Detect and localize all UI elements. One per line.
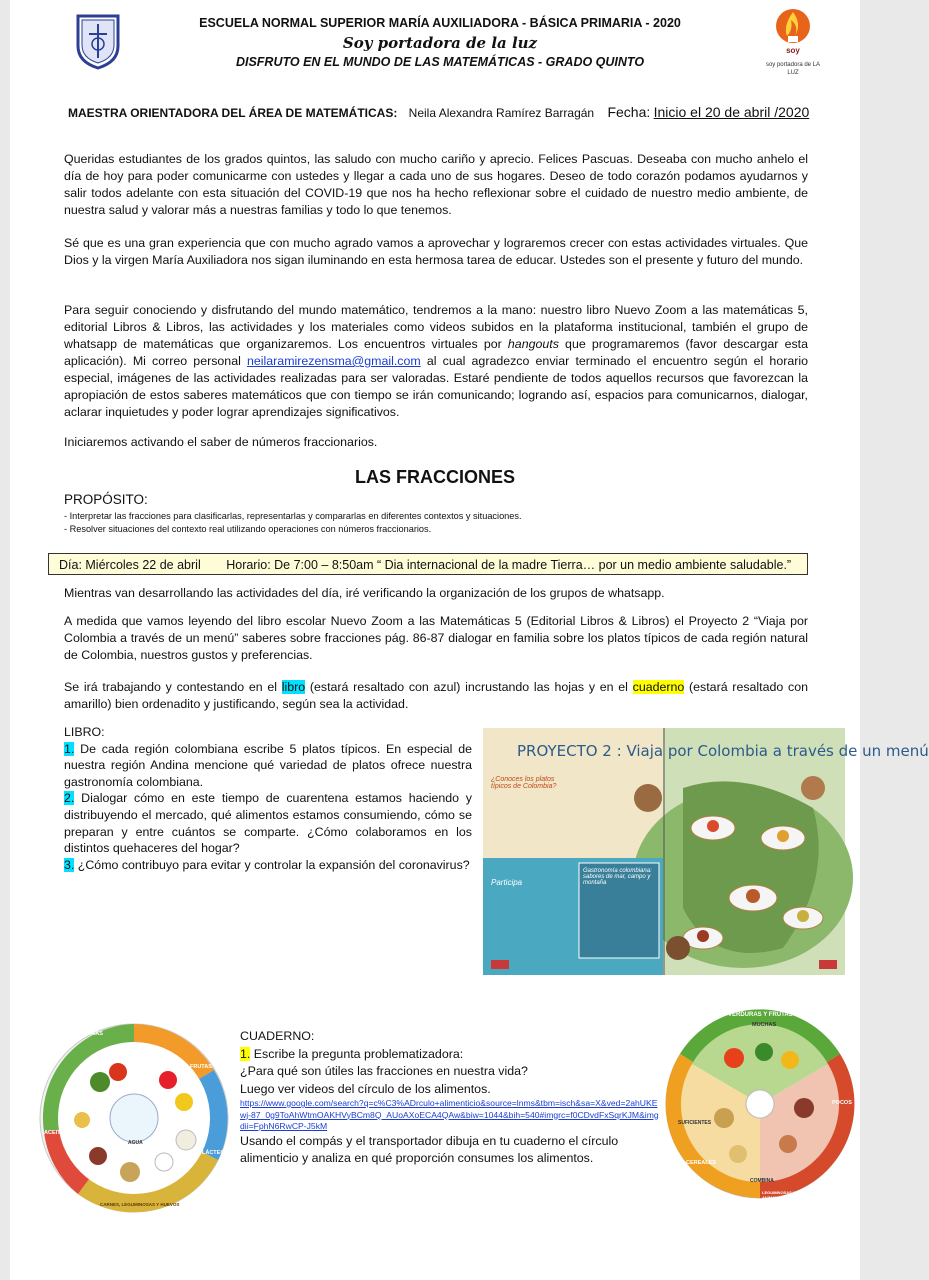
motto-logo-text: soy portadora de LA LUZ (765, 62, 821, 76)
libro-label: LIBRO: (64, 725, 105, 739)
intro-paragraph-1: Queridas estudiantes de los grados quintos, las saludo con mucho cariño y aprecio. Felices Pascuas. Deseaba con mucho anhelo el día de hoy para poder comunicarme con ustedes y llegar a cada uno de sus hogares. Deseo de todo corazón podamos ayudarnos y salir todos adelante con esta situación del COVID-19 que nos ha hecho reflexionar sobre el cuidado de nuestro medio ambiente, de nuestra salud y valorar más a nuestras familias y todo lo que tenemos. (64, 152, 808, 217)
body-p3-part-c: (estará resaltado con amarillo) bien ordenadito y justificando, según sea la actividad. (64, 680, 808, 711)
intro-p3-part-d: al cual agradezco enviar terminado el encuentro según el horario especial, imágenes de las actividades realizadas para ser valoradas. Estaré pendiente de todos aquellos recursos que favorezcan la apropiación de estos saberes matemáticos que con tiempo se irán comunicando; logrando así, espacios para comunicarnos, dialogar, aclarar inquietudes y poder lograr aprendizajes significativos. (64, 354, 808, 419)
wheel-left-label-carnes: CARNES, LEGUMINOSAS Y HUEVOS (100, 1202, 180, 1207)
teacher-name: Neila Alexandra Ramírez Barragán (408, 106, 595, 120)
libro-item-3-number: 3. (64, 857, 75, 872)
cuaderno-item-1-text: Escribe la pregunta problematizadora: (250, 1046, 464, 1061)
book-illustration (483, 728, 845, 975)
wheel-left-label-lacteos: LÁCTEOS (202, 1150, 229, 1156)
body-paragraph-2: A medida que vamos leyendo del libro escolar Nuevo Zoom a las Matemáticas 5 (Editorial Libros & Libros) el Proyecto 2 “Viaja por Colombia a través de un menú” saberes sobre fracciones pág. 86-87 dialogar en familia sobre los platos típicos de cada región natural de Colombia, nuestros gustos y preferencias. (64, 614, 808, 662)
wheel-left-label-agua: AGUA (128, 1140, 143, 1146)
wheel-right-label-suficientes: SUFICIENTES (678, 1120, 712, 1126)
book-project-title: PROYECTO 2 : Viaja por Colombia a través de un menú (517, 742, 929, 760)
email-link[interactable]: neilaramirezensma@gmail.com (247, 354, 421, 368)
section-title: LAS FRACCIONES (354, 467, 515, 487)
body-paragraph-3 (64, 679, 808, 713)
wheel-right-label-cereales: CEREALES (686, 1160, 716, 1166)
day-schedule-box (48, 553, 808, 575)
libro-item-2 (64, 790, 472, 856)
cuaderno-section (240, 1028, 660, 1168)
cuaderno-label: CUADERNO: (240, 1029, 315, 1043)
libro-item-2-number: 2. (64, 791, 75, 806)
wheel-right-label-verduras-frutas: VERDURAS Y FRUTAS (728, 1012, 793, 1018)
school-motto: Soy portadora de la luz (342, 34, 538, 52)
libro-item-3-text: ¿Cómo contribuyo para evitar y controlar la expansión del coronavirus? (74, 857, 470, 872)
intro-paragraph-3 (64, 302, 808, 421)
intro-hangouts: hangouts (507, 337, 559, 351)
wheel-left-label-aceites: ACEITES (44, 1130, 68, 1136)
book-box-title: Gastronomía colombiana: sabores de mar, campo y montaña (583, 868, 652, 886)
wheel-right-label-combina: COMBINA (750, 1178, 774, 1184)
wheel-left-label-verduras: VERDURAS (72, 1031, 103, 1037)
intro-p3-part-c: que programaremos (favor descargar esta aplicación). Mi correo personal (64, 337, 809, 368)
book-question: ¿Conoces los platos típicos de Colombia? (491, 776, 557, 790)
cuaderno-question: ¿Para qué son útiles las fracciones en nuestra vida? (240, 1064, 528, 1078)
libro-section (64, 724, 472, 873)
body-paragraph-1: Mientras van desarrollando las actividades del día, iré verificando la organización de los grupos de whatsapp. (64, 586, 665, 600)
cuaderno-item-1-number: 1. (240, 1046, 251, 1061)
date-value: Inicio el 20 de abril /2020 (653, 104, 810, 120)
motto-logo (762, 6, 824, 80)
food-circle-left (38, 1022, 230, 1214)
cuaderno-highlight: cuaderno (632, 680, 685, 694)
intro-paragraph-4: Iniciaremos activando el saber de números fraccionarios. (64, 435, 378, 449)
document-page (10, 0, 929, 1280)
libro-item-3 (64, 857, 472, 874)
food-circle-right (664, 1008, 856, 1200)
teacher-label: MAESTRA ORIENTADORA DEL ÁREA DE MATEMÁTICAS: (68, 106, 398, 120)
book-participa: Participa (491, 878, 523, 887)
day-label: Día: Miércoles 22 de abril (59, 558, 201, 572)
body-p3-part-b: (estará resaltado con azul) incrustando las hojas y en el (305, 680, 633, 694)
book-project-image (483, 728, 929, 975)
schedule-label: Horario: De 7:00 – 8:50am “ Dia internacional de la madre Tierra… por un medio ambiente saludable.” (226, 558, 792, 572)
libro-item-1-number: 1. (64, 741, 75, 756)
document-subtitle: DISFRUTO EN EL MUNDO DE LAS MATEMÁTICAS - GRADO QUINTO (235, 55, 645, 69)
cuaderno-final: Usando el compás y el transportador dibuja en tu cuaderno el círculo alimenticio y analiza en qué proporción consumes los alimentos. (240, 1133, 619, 1165)
intro-p3-part-a: Para seguir conociendo y disfrutando del mundo matemático, tendremos a la mano: nuestro libro Nuevo Zoom a las matemáticas 5, editorial Libros & Libros, las actividades y los materiales como videos subidos en la plataforma institucional, también el grupo de whatsapp de matemáticas que organizaremos. Los encuentros virtuales por (64, 303, 808, 351)
cuaderno-videos: Luego ver videos del círculo de los alimentos. (240, 1081, 491, 1096)
cuaderno-url-link[interactable]: https://www.google.com/search?q=c%C3%ADrculo+alimenticio&source=lnms&tbm=isch&sa=X&ved=2ahUKEwj-87_0g9ToAhWtmOAKHVyBCm8Q_AUoAXoECA4QAw&biw=1044&bih=540#imgrc=f0CDvdFxSqrKJM&imgdii=FphN6RwCP-J5kM (240, 1098, 659, 1131)
school-name: ESCUELA NORMAL SUPERIOR MARÍA AUXILIADORA - BÁSICA PRIMARIA - 2020 (199, 16, 681, 30)
cuaderno-item-1 (240, 1046, 660, 1064)
libro-item-2-text: Dialogar cómo en este tiempo de cuarentena estamos haciendo y distribuyendo el mercado, qué alimentos estamos consumiendo, cómo se preparan y entre cuántos se comparte. ¿Cómo colaboramos en los distintos quehaceres del hogar? (64, 791, 472, 856)
libro-item-1-text: De cada región colombiana escribe 5 platos típicos. En especial de nuestra región Andina mencione qué variedad de platos ofrece nuestra gastronomía colombiana. (64, 741, 472, 789)
proposito-item-2: - Resolver situaciones del contexto real utilizando operaciones con números fraccionarios. (64, 524, 432, 534)
svg-text:soy: soy (786, 46, 800, 55)
teacher-line (68, 104, 809, 120)
libro-highlight: libro (281, 680, 306, 694)
wheel-left-label-frutas: FRUTAS (190, 1064, 212, 1070)
proposito-item-1: - Interpretar las fracciones para clasificarlas, representarlas y compararlas en diferentes contextos y situaciones. (64, 511, 522, 521)
school-crest-logo (74, 12, 122, 70)
flame-icon (762, 6, 824, 56)
wheel-right-label-leguminosas: LEGUMINOSAS Y ALIMENTOS DE ORIGEN ANIMAL (762, 1190, 844, 1200)
date-label: Fecha: (607, 104, 651, 120)
body-p3-part-a: Se irá trabajando y contestando en el (64, 680, 282, 694)
wheel-right-label-muchas: MUCHAS (752, 1022, 777, 1028)
intro-paragraph-2: Sé que es una gran experiencia que con mucho agrado vamos a aprovechar y lograremos crecer con estas actividades virtuales. Que Dios y la virgen María Auxiliadora nos sigan iluminando en esta hermosa tarea de educar. Ustedes son el presente y futuro del mundo. (64, 236, 808, 267)
libro-item-1 (64, 741, 472, 791)
wheel-right-label-pocos: POCOS (832, 1100, 852, 1106)
proposito-label: PROPÓSITO: (64, 492, 148, 507)
